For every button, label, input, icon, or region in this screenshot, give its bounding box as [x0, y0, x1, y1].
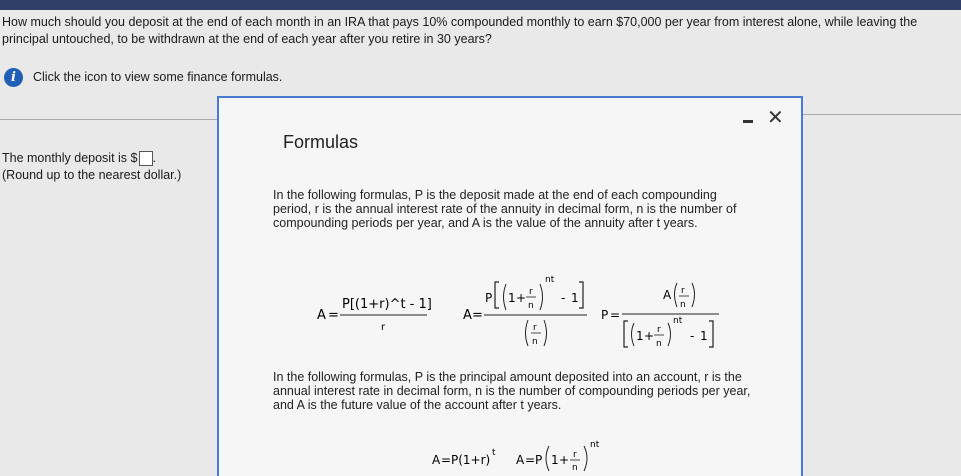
svg-text:-: - — [561, 291, 566, 305]
answer-area: The monthly deposit is $ . (Round up to the nearest dollar.) — [2, 151, 182, 182]
compound-description: In the following formulas, P is the principal amount deposited into an account, r is the annual interest rate in decimal form, n is the number of compounding periods per year, and A is the future value of the account after t years. — [273, 370, 751, 412]
svg-text:+: + — [559, 453, 570, 467]
svg-text:P(1+r): P(1+r) — [451, 453, 491, 467]
svg-text:r: r — [381, 322, 386, 333]
svg-text:=: = — [328, 308, 339, 323]
svg-text:r: r — [529, 287, 533, 297]
svg-text:A: A — [463, 308, 472, 323]
svg-text:1: 1 — [636, 329, 644, 343]
answer-input[interactable] — [139, 151, 153, 166]
svg-text:nt: nt — [673, 316, 683, 326]
svg-text:1: 1 — [508, 291, 516, 305]
question-line-1: How much should you deposit at the end of each month in an IRA that pays 10% compounded monthly to earn $70,000 per year from interest alone, while leaving the — [2, 15, 918, 29]
svg-text:n: n — [680, 300, 686, 310]
svg-text:=: = — [441, 453, 452, 467]
svg-text:P: P — [601, 308, 609, 322]
annuity-description: In the following formulas, P is the deposit made at the end of each compounding period, r is the annual interest rate of the annuity in decimal form, n is the number of compounding periods per year, and A is the value of the annuity after t years. — [273, 188, 737, 230]
formula-annuity-periodic — [463, 266, 595, 358]
svg-text:n: n — [528, 301, 534, 311]
divider-right — [803, 114, 961, 115]
svg-text:r: r — [657, 325, 661, 335]
svg-text:nt: nt — [545, 275, 555, 285]
svg-text:A: A — [663, 288, 672, 302]
svg-text:+: + — [644, 329, 655, 343]
svg-text:=: = — [610, 308, 621, 322]
formula-1-numerator: P[(1+r)^t - 1] — [342, 297, 432, 312]
svg-text:1: 1 — [571, 291, 579, 305]
svg-text:n: n — [572, 463, 578, 472]
answer-prompt: The monthly deposit is $ — [2, 151, 138, 165]
svg-text:1: 1 — [551, 453, 559, 467]
divider-left — [0, 119, 217, 120]
formula-compound-interest — [432, 438, 632, 472]
formula-annuity-value — [317, 288, 443, 338]
question-text — [2, 14, 952, 48]
svg-text:P: P — [485, 291, 493, 305]
rounding-note: (Round up to the nearest dollar.) — [2, 168, 182, 182]
formulas-dialog — [217, 96, 803, 476]
svg-text:nt: nt — [590, 440, 600, 450]
top-bar — [0, 0, 961, 10]
minimize-icon[interactable] — [743, 120, 753, 123]
svg-text:r: r — [573, 450, 577, 460]
hint-row — [4, 66, 282, 88]
svg-text:A: A — [516, 453, 525, 467]
svg-text:+: + — [516, 291, 527, 305]
svg-text:P: P — [535, 453, 543, 467]
svg-text:t: t — [492, 448, 496, 458]
svg-text:n: n — [656, 339, 662, 349]
svg-text:n: n — [532, 337, 538, 347]
info-icon[interactable]: i — [4, 68, 23, 87]
svg-text:r: r — [681, 286, 685, 296]
question-line-2: principal untouched, to be withdrawn at the end of each year after you retire in 30 years? — [2, 32, 492, 46]
svg-text:-: - — [690, 329, 695, 343]
svg-text:A: A — [317, 308, 326, 323]
hint-text: Click the icon to view some finance formulas. — [33, 70, 283, 84]
formula-deposit — [601, 273, 727, 353]
svg-text:A: A — [432, 453, 441, 467]
svg-text:=: = — [472, 308, 483, 323]
close-icon[interactable]: ✕ — [767, 107, 784, 129]
svg-text:=: = — [525, 453, 536, 467]
svg-text:1: 1 — [700, 329, 708, 343]
dialog-title: Formulas — [283, 132, 359, 152]
svg-text:r: r — [533, 323, 537, 333]
